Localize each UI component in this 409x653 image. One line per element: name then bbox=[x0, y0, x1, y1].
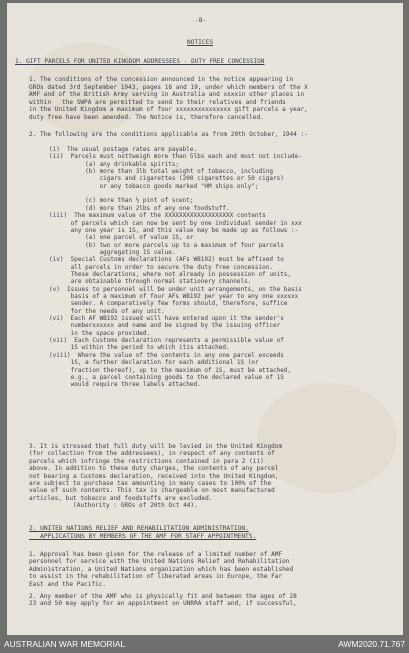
text-line: (d) more than 2lbs of any one foodstuff. bbox=[49, 204, 230, 212]
text-line: 1S within the period to which itis attached. bbox=[49, 344, 230, 352]
text-line: 2. Any member of the AMF who is physically fit and between the ages of 28 bbox=[29, 593, 297, 600]
footer-archive-label: AUSTRALIAN WAR MEMORIAL bbox=[4, 639, 126, 649]
text-line: basis of a maximum of four AFs WB192 per year to any one xxxxxx bbox=[49, 293, 299, 300]
section1-para2-intro: 2. The following are the conditions applicable as from 20th October, 1944 :- bbox=[29, 131, 308, 138]
text-line: East and the Pacific. bbox=[29, 580, 107, 588]
footer-bar bbox=[0, 635, 409, 653]
text-line: sender. A comparatively few forms should, therefore, suffice bbox=[49, 300, 288, 308]
section2-title-line1: 2. UNITED NATIONS RELIEF AND REHABILITATION ADMINISTRATION. bbox=[29, 525, 249, 532]
text-line: (ii) Parcels must nottweigh more than 5lbs each and must not include- bbox=[49, 153, 302, 161]
text-line: above. In addition to these duty charges, the contents of any parcel bbox=[29, 465, 279, 473]
text-line: (vi) Each AF WB192 issued will have entered upon it the sender's bbox=[49, 315, 284, 323]
document-page bbox=[7, 3, 403, 635]
text-line: of parcels which can now be sent by one individual sender in xxx bbox=[49, 219, 302, 227]
notices-heading: NOTICES bbox=[187, 39, 214, 46]
text-line: (vii) Each Customs declaration represents a permissible value of bbox=[49, 337, 284, 345]
text-line: (c) more than ½ pint of scent; bbox=[49, 197, 194, 205]
text-line: for the needs of any unit. bbox=[49, 307, 165, 315]
text-line: fraction thereof), up to the maximum of 1S, must be attached, bbox=[49, 366, 292, 374]
text-line: duty free have been amended. The Notice is, therefore cancelled. bbox=[29, 114, 264, 121]
text-line: 1. The conditions of the concession announced in the notice appearing in bbox=[29, 76, 294, 83]
text-line: 23 and 50 may apply for an appointment on UNRRA staff and, if successful, bbox=[29, 600, 297, 608]
text-line: (b) more than 3lb total weight of tobacco, including bbox=[49, 168, 273, 176]
text-line: (v) Issues to personnel will be under unit arrangements, on the basis bbox=[49, 285, 302, 293]
section1-title: 1. GIFT PARCELS FOR UNITED KINGDOM ADDRESSEES - DUTY FREE CONCESSION bbox=[15, 58, 265, 65]
text-line: These declarations, where not already in possession of units, bbox=[49, 270, 292, 278]
text-line: articles, but tobacco and foodstuffs are excluded. bbox=[29, 494, 213, 502]
text-line: within the SWPA are permitted to send to their relatives and friends bbox=[29, 98, 286, 106]
text-line: are obtainable through normal stationery channels. bbox=[49, 278, 252, 286]
text-line: to assist in the rehabilitation of liberated areas in Europe, the Far bbox=[29, 573, 283, 581]
text-line: e.g., a parcel containing goods to the declared value of 1S bbox=[49, 373, 284, 381]
text-line: (for collection from the addressees), in respect of any contents of bbox=[29, 450, 275, 458]
text-line: GROs dated 3rd September 1943, pages 18 and 19, under which members of the X bbox=[29, 83, 308, 91]
section2-title-line2: APPLICATIONS BY MEMBERS OF THE AMF FOR STAFF APPOINTMENTS. bbox=[29, 533, 257, 540]
text-line: are subject to purchase tax amounting in many cases to 100% of the bbox=[29, 480, 272, 487]
text-line: in the space provided. bbox=[49, 329, 151, 337]
text-line: 1. Approval has been given for the release of a limited number of AMF bbox=[29, 551, 283, 558]
text-line: in the United Kingdom a maximum of four xxxxxxxxxxxxxxx gift parcels a year, bbox=[29, 106, 308, 114]
text-line: not bearing a Customs declaration, received into the United Kingdom, bbox=[29, 472, 279, 480]
text-line: (viii) Where the value of the contents in any one parcel exceeds bbox=[49, 351, 284, 359]
text-line: (Authority : GROs of 20th Oct 44). bbox=[29, 502, 198, 510]
text-line: aggregating 1S value. bbox=[49, 248, 176, 256]
text-line: 1S, a further declaration for each additional 1S (or bbox=[49, 359, 259, 367]
text-line: (iv) Special Customs declarations (AFs WB192) must be affixed to bbox=[49, 256, 284, 264]
footer-accession-id: AWM2020.71.767 bbox=[338, 639, 405, 649]
text-line: parcels which infringe the restrictions contained in para 2 (ii) bbox=[29, 457, 264, 465]
text-line: (i) The usual postage rates are payable. bbox=[49, 146, 198, 153]
text-line: cigars and cigarettes (200 cigarettes or 50 cigars) bbox=[49, 175, 284, 183]
text-line: numberxxxxxx and name and be signed by the issuing officer bbox=[49, 322, 281, 330]
text-line: 3. It is stressed that full duty will be levied in the United Kingdom bbox=[29, 443, 283, 450]
text-line: (a) one parcel of value 1S, or bbox=[49, 234, 194, 242]
text-line: value of such contents. This tax is chargeable on most manufactured bbox=[29, 487, 275, 495]
text-line: personnel for service with the United Nations Relief and Rehabilitation bbox=[29, 558, 290, 566]
text-line: all parcels in order to secure the duty free concession. bbox=[49, 263, 273, 271]
text-line: (b) two or more parcels up to a maximum of four parcels bbox=[49, 241, 284, 249]
text-line: or any tobacco goods marked "HM ships only"; bbox=[49, 182, 259, 190]
page-number: -8- bbox=[195, 17, 207, 24]
text-line: any one year is 1S, and this value may be made up as follows :- bbox=[49, 226, 299, 234]
text-line: would require three labels attached. bbox=[49, 381, 201, 389]
text-line: Administration, a United Nations organization which has been established bbox=[29, 565, 294, 573]
text-line: (a) any drinkable spirits; bbox=[49, 160, 180, 168]
text-line: (iii) The maximum value of the XXXXXXXXXXXXXXXXXXX contents bbox=[49, 212, 266, 220]
text-line: AMF and of the British Army serving in Australia and xxxxin other places in bbox=[29, 91, 305, 99]
